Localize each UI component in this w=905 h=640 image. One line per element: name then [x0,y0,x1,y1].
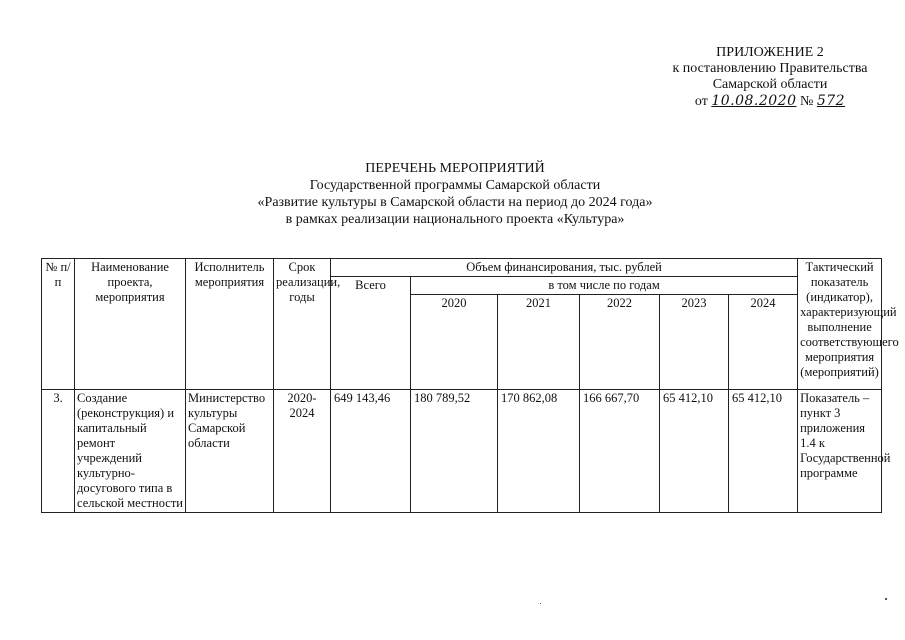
appendix-line-2: Самарской области [712,77,828,92]
scan-speck [885,598,887,600]
header-year-2020: 2020 [411,295,498,390]
row-num: 3. [42,390,75,513]
row-value-2020: 180 789,52 [411,390,498,513]
handwritten-date: 10.08.2020 [711,93,797,109]
row-value-2021: 170 862,08 [498,390,580,513]
row-value-2022: 166 667,70 [580,390,660,513]
header-indicator: Тактический показатель (индикатор), характеризующий выполнение соответствующего мероприятия (мероприятий) [798,259,882,390]
row-value-2024: 65 412,10 [729,390,798,513]
header-by-years: в том числе по годам [411,277,798,295]
appendix-line-1: к постановлению Правительства [672,61,868,76]
heading-line-2: Государственной программы Самарской области [309,178,601,193]
activities-table [41,258,899,513]
appendix-block [640,45,900,110]
row-total: 649 143,46 [331,390,411,513]
heading-line-4: в рамках реализации национального проекта «Культура» [285,212,625,227]
appendix-title: ПРИЛОЖЕНИЕ 2 [716,45,824,60]
table-row [42,390,882,513]
handwritten-number: 572 [816,93,846,109]
heading-line-1: ПЕРЕЧЕНЬ МЕРОПРИЯТИЙ [365,161,545,176]
header-total: Всего [331,277,411,390]
scan-speck [540,603,541,604]
header-funding: Объем финансирования, тыс. рублей [331,259,798,277]
header-year-2021: 2021 [498,295,580,390]
header-year-2022: 2022 [580,295,660,390]
row-term: 2020-2024 [274,390,331,513]
date-prefix: от [694,94,708,109]
header-term: Срок реализации, годы [274,259,331,390]
header-num: № п/п [42,259,75,390]
appendix-date-line [640,93,900,110]
row-value-2023: 65 412,10 [660,390,729,513]
row-executor: Министерство культуры Самарской области [186,390,274,513]
header-year-2023: 2023 [660,295,729,390]
header-executor: Исполнитель мероприятия [186,259,274,390]
header-name: Наименование проекта, мероприятия [75,259,186,390]
header-year-2024: 2024 [729,295,798,390]
heading-line-3: «Развитие культуры в Самарской области на период до 2024 года» [257,195,653,210]
row-name: Создание (реконструкция) и капитальный ремонт учреждений культурно-досугового типа в сельской местности [75,390,186,513]
row-indicator: Показатель – пункт 3 приложения 1.4 к Государственной программе [798,390,882,513]
number-prefix: № [800,94,814,109]
document-heading [140,160,770,228]
